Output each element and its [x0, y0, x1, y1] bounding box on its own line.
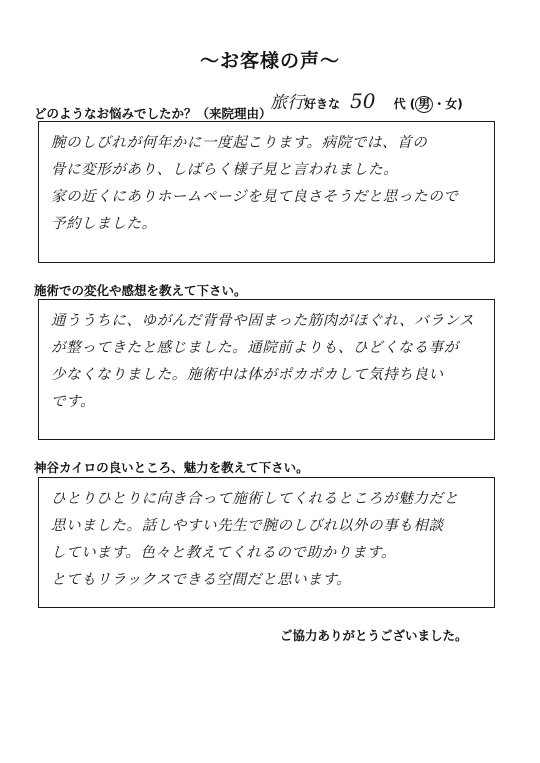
gender-open-paren: ( — [409, 97, 416, 111]
answer-line: 腕のしびれが何年かに一度起こります。病院では、首の — [51, 135, 428, 151]
answer-line: ひとりひとりに向き合って施術してくれるところが魅力だと — [51, 491, 459, 507]
answer-line: 家の近くにありホームページを見て良さそうだと思ったので — [51, 189, 459, 205]
answer-line: 予約しました。 — [51, 216, 157, 232]
answer-line: が整ってきたと感じました。通院前よりも、ひどくなる事が — [51, 340, 459, 356]
age-label: 代 — [393, 97, 406, 111]
hobby-handwritten: 旅行 — [270, 93, 304, 113]
answer-box-appeal — [38, 477, 495, 608]
answer-line: しています。色々と教えてくれるので助かります。 — [51, 545, 396, 561]
answer-line: 通ううちに、ゆがんだ背骨や固まった筋肉がほぐれ、バランス — [51, 313, 475, 329]
answer-box-reason — [38, 121, 495, 263]
question-appeal: 神谷カイロの良いところ、魅力を教えて下さい。 — [34, 460, 309, 475]
answer-line: 思いました。話しやすい先生で腕のしびれ以外の事も相談 — [51, 518, 444, 534]
gender-separator: ・ — [433, 97, 446, 111]
question-reason: どのようなお悩みでしたか？（来院理由） — [34, 106, 272, 121]
answer-box-changes — [38, 299, 495, 440]
customer-profile-row — [270, 88, 463, 113]
answer-line: 少なくなりました。施術中は体がポカポカして気持ち良い — [51, 367, 444, 383]
age-handwritten: 50 — [350, 89, 376, 113]
page-title: ～お客様の声～ — [199, 50, 340, 72]
question-changes: 施術での変化や感想を教えて下さい。 — [34, 283, 247, 298]
gender-female-option: 女 — [445, 97, 458, 111]
answer-line: 骨に変形があり、しばらく様子見と言われました。 — [51, 162, 399, 178]
closing-message: ご協力ありがとうございました。 — [280, 628, 468, 643]
hobby-suffix-label: 好きな — [304, 97, 341, 111]
gender-male-circled: 男 — [415, 96, 433, 113]
answer-line: とてもリラックスできる空間だと思います。 — [51, 572, 352, 588]
answer-line: です。 — [51, 394, 96, 410]
gender-close-paren: ) — [457, 97, 463, 111]
